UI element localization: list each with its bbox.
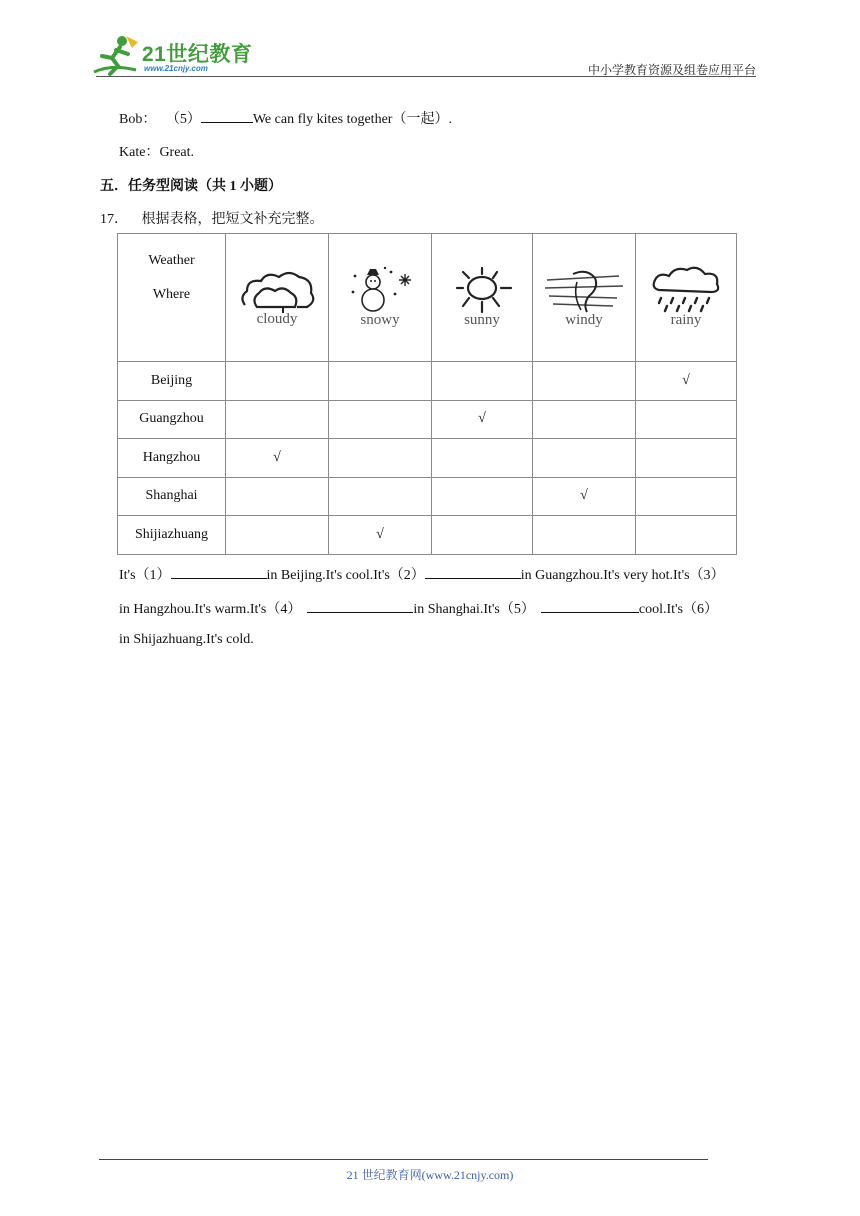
header-divider <box>96 76 756 77</box>
dialogue-bob <box>119 108 452 128</box>
question-17 <box>100 208 324 228</box>
blank-2[interactable] <box>425 565 521 579</box>
city-cell: Beijing <box>118 362 226 401</box>
check-cell-snowy <box>329 439 432 478</box>
kate-text: Great. <box>159 145 195 160</box>
check-cell-cloudy <box>226 477 329 516</box>
check-cell-rainy: √ <box>636 362 737 401</box>
section-title: 五．任务型阅读（共 1 小题） <box>100 179 282 194</box>
sun-icon <box>445 266 519 314</box>
check-cell-rainy <box>636 477 737 516</box>
bob-text: We can fly kites together（一起）. <box>252 112 452 127</box>
weather-col-cloudy <box>226 234 329 362</box>
check-cell-cloudy <box>226 400 329 439</box>
corner-where-label: Where <box>152 287 191 302</box>
check-cell-windy <box>533 362 636 401</box>
check-cell-cloudy: √ <box>226 439 329 478</box>
bob-speaker: Bob： <box>119 112 157 127</box>
snowman-snowy-icon <box>345 266 415 314</box>
table-row <box>118 362 737 401</box>
corner-weather-label: Weather <box>148 253 195 268</box>
label-windy: windy <box>565 312 603 328</box>
weather-table <box>117 233 737 555</box>
site-logo <box>92 34 262 78</box>
city-cell: Guangzhou <box>118 400 226 439</box>
blank-5[interactable] <box>541 599 639 613</box>
check-cell-cloudy <box>226 362 329 401</box>
check-cell-sunny <box>432 439 533 478</box>
passage-text: cool.It's（6） <box>638 602 719 617</box>
footer-text: 21 世纪教育网(www.21cnjy.com) <box>346 1168 514 1182</box>
table-header-row <box>118 234 737 362</box>
check-cell-sunny <box>432 477 533 516</box>
table-row <box>118 439 737 478</box>
check-cell-snowy <box>329 477 432 516</box>
city-cell: Shijiazhuang <box>118 516 226 555</box>
corner-cell <box>118 234 226 362</box>
check-cell-sunny <box>432 516 533 555</box>
check-cell-snowy <box>329 400 432 439</box>
question-number: 17． <box>100 212 128 227</box>
passage-text: in Guangzhou.It's very hot.It's（3） <box>520 568 725 583</box>
blank-4[interactable] <box>307 599 413 613</box>
table-row <box>118 400 737 439</box>
rain-cloud-icon <box>649 266 723 314</box>
check-cell-rainy <box>636 439 737 478</box>
cloudy-icon <box>237 267 317 313</box>
table-row <box>118 477 737 516</box>
check-cell-snowy <box>329 362 432 401</box>
weather-col-windy <box>533 234 636 362</box>
check-cell-sunny <box>432 362 533 401</box>
check-cell-windy <box>533 400 636 439</box>
passage-text: in Beijing.It's cool.It's（2） <box>266 568 425 583</box>
dialogue-kate <box>119 141 194 161</box>
check-cell-windy <box>533 516 636 555</box>
passage-line-1 <box>119 564 725 584</box>
weather-col-sunny <box>432 234 533 362</box>
table-row <box>118 516 737 555</box>
passage-line-2 <box>119 598 718 618</box>
check-cell-windy: √ <box>533 477 636 516</box>
weather-col-snowy <box>329 234 432 362</box>
label-rainy: rainy <box>670 312 702 328</box>
passage-text: in Hangzhou.It's warm.It's（4） <box>119 602 302 617</box>
answer-blank[interactable] <box>201 109 253 123</box>
blank-1[interactable] <box>171 565 267 579</box>
city-cell: Hangzhou <box>118 439 226 478</box>
logo-text: 21世纪教育 <box>142 43 253 66</box>
check-cell-rainy <box>636 400 737 439</box>
passage-text: in Shanghai.It's（5） <box>413 602 535 617</box>
check-cell-windy <box>533 439 636 478</box>
windy-icon <box>543 266 625 314</box>
label-cloudy: cloudy <box>256 311 298 327</box>
check-cell-cloudy <box>226 516 329 555</box>
logo-url: www.21cnjy.com <box>144 64 208 73</box>
check-cell-sunny: √ <box>432 400 533 439</box>
footer-divider <box>99 1159 708 1160</box>
passage-line-3: in Shijazhuang.It's cold. <box>119 632 254 647</box>
city-cell: Shanghai <box>118 477 226 516</box>
label-sunny: sunny <box>464 312 500 328</box>
label-snowy: snowy <box>360 312 400 328</box>
weather-col-rainy <box>636 234 737 362</box>
runner-logo-icon <box>92 34 140 78</box>
check-cell-rainy <box>636 516 737 555</box>
question-text: 根据表格，把短文补充完整。 <box>141 212 324 227</box>
kate-speaker: Kate： <box>119 145 160 160</box>
check-cell-snowy: √ <box>329 516 432 555</box>
passage-text: It's（1） <box>119 568 171 583</box>
bob-number: （5） <box>165 112 201 127</box>
header-tagline: 中小学教育资源及组卷应用平台 <box>587 63 756 77</box>
